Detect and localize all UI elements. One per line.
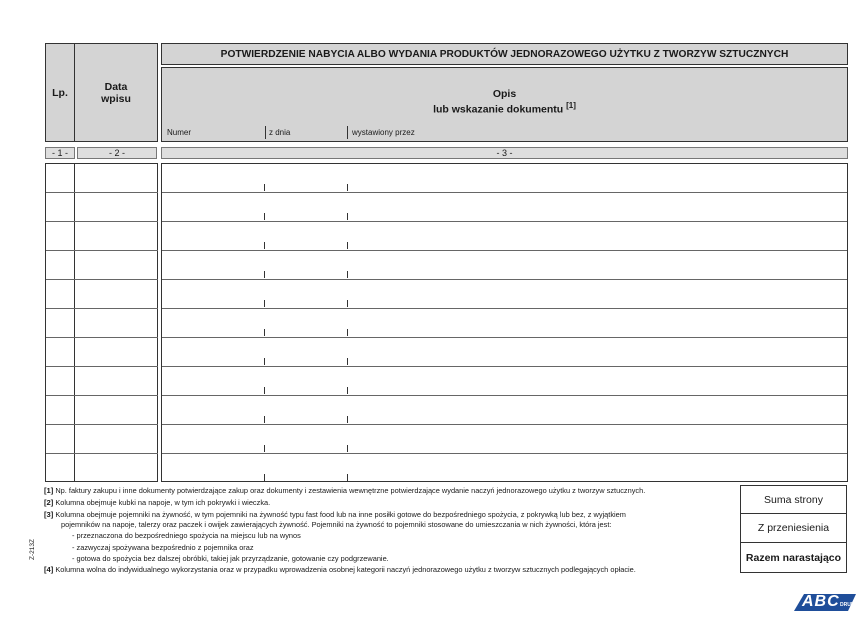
table-row-line-left bbox=[46, 453, 158, 454]
table-row-line-left bbox=[46, 308, 158, 309]
header-opis bbox=[161, 67, 848, 142]
table-row-line-left bbox=[46, 279, 158, 280]
form-title bbox=[161, 43, 848, 65]
row-field-divider bbox=[347, 300, 348, 307]
header-data-wpisu bbox=[74, 43, 158, 142]
row-field-divider bbox=[347, 474, 348, 481]
table-row-line-right bbox=[162, 453, 847, 454]
footnote-4: [4] Kolumna wolna do indywidualnego wykorzystania oraz w przypadku wprowadzenia osobnej kategorii naczyń jednorazowego użytku z tworzyw sztucznych podlegających opłacie. bbox=[44, 565, 636, 574]
table-row-line-left bbox=[46, 192, 158, 193]
sub-header-numer: Numer bbox=[167, 128, 192, 137]
row-field-divider bbox=[347, 242, 348, 249]
sub-header-wystawiony: wystawiony przez bbox=[352, 128, 415, 137]
table-row-line-right bbox=[162, 308, 847, 309]
table-row-line-right bbox=[162, 424, 847, 425]
row-field-divider bbox=[264, 358, 265, 365]
column-number-2: - 2 - bbox=[77, 147, 157, 159]
footnote-2: [2] Kolumna obejmuje kubki na napoje, w tym ich pokrywki i wieczka. bbox=[44, 498, 271, 507]
row-field-divider bbox=[264, 387, 265, 394]
footnote-3: [3] Kolumna obejmuje pojemniki na żywność, w tym pojemniki na żywność typu fast food lub na inne posiłki gotowe do bezpośredniego spożycia, z pokrywką lub bez, z wyjątkiem bbox=[44, 510, 626, 519]
form-title-text: POTWIERDZENIE NABYCIA ALBO WYDANIA PRODUKTÓW JEDNORAZOWEGO UŻYTKU Z TWORZYW SZTUCZNYCH bbox=[220, 48, 789, 60]
sub-header-divider-2 bbox=[347, 126, 348, 139]
row-field-divider bbox=[347, 416, 348, 423]
row-field-divider bbox=[347, 358, 348, 365]
summary-z-przeniesienia: Z przeniesienia bbox=[740, 513, 847, 543]
row-field-divider bbox=[264, 474, 265, 481]
row-field-divider bbox=[347, 213, 348, 220]
row-field-divider bbox=[264, 300, 265, 307]
entry-grid-right bbox=[161, 163, 848, 482]
table-row-line-right bbox=[162, 366, 847, 367]
footnote-3-bullet-1: - przeznaczona do bezpośredniego spożycia na miejscu lub na wynos bbox=[72, 531, 301, 540]
table-row-line-right bbox=[162, 279, 847, 280]
table-row-line-left bbox=[46, 395, 158, 396]
table-row-line-left bbox=[46, 250, 158, 251]
header-data-line1: Data bbox=[104, 80, 128, 93]
table-row-line-right bbox=[162, 250, 847, 251]
row-field-divider bbox=[264, 445, 265, 452]
footnote-3-line2: pojemników na napoje, talerzy oraz paczek i owijek zawierających żywność. Pojemniki na żywność to pojemniki stosowane do umieszczania w nich żywności, która jest: bbox=[61, 520, 612, 529]
sub-header-zdnia: z dnia bbox=[269, 128, 291, 137]
footnote-1: [1] Np. faktury zakupu i inne dokumenty potwierdzające zakup oraz dokumenty i zestawienia wewnętrzne potwierdzające wydanie naczyń jednorazowego użytku z tworzyw sztucznych. bbox=[44, 486, 646, 495]
row-field-divider bbox=[264, 416, 265, 423]
abc-logo bbox=[790, 592, 862, 612]
row-field-divider bbox=[347, 329, 348, 336]
row-field-divider bbox=[264, 242, 265, 249]
entry-grid-left bbox=[45, 163, 158, 482]
table-row-line-left bbox=[46, 337, 158, 338]
form-code: Z-213Z bbox=[29, 539, 36, 560]
footnote-3-bullet-2: - zazwyczaj spożywana bezpośrednio z pojemnika oraz bbox=[72, 543, 254, 552]
table-row-line-left bbox=[46, 424, 158, 425]
table-row-line-right bbox=[162, 337, 847, 338]
column-number-1: - 1 - bbox=[45, 147, 75, 159]
entry-grid-divider bbox=[74, 163, 75, 482]
abc-logo-subtext: DRUKI bbox=[840, 602, 856, 608]
header-data-line2: wpisu bbox=[101, 92, 131, 105]
table-row-line-left bbox=[46, 221, 158, 222]
summary-razem-narastajaco: Razem narastająco bbox=[740, 542, 847, 573]
table-row-line-right bbox=[162, 221, 847, 222]
row-field-divider bbox=[347, 445, 348, 452]
header-opis-ref: [1] bbox=[566, 101, 576, 110]
column-number-3: - 3 - bbox=[161, 147, 848, 159]
header-lp bbox=[45, 43, 75, 142]
sub-header-divider-1 bbox=[265, 126, 266, 139]
row-field-divider bbox=[264, 184, 265, 191]
row-field-divider bbox=[264, 329, 265, 336]
summary-suma-strony: Suma strony bbox=[740, 485, 847, 514]
row-field-divider bbox=[347, 387, 348, 394]
header-opis-line2: lub wskazanie dokumentu [1] bbox=[433, 101, 576, 116]
header-opis-title bbox=[162, 88, 847, 116]
header-lp-label: Lp. bbox=[52, 86, 68, 99]
abc-logo-text: ABC bbox=[802, 593, 840, 610]
row-field-divider bbox=[347, 271, 348, 278]
header-opis-line1: Opis bbox=[492, 88, 517, 100]
table-row-line-left bbox=[46, 366, 158, 367]
row-field-divider bbox=[347, 184, 348, 191]
row-field-divider bbox=[264, 271, 265, 278]
footnote-3-bullet-3: - gotowa do spożycia bez dalszej obróbki, takiej jak przyrządzanie, gotowanie czy podgrzewanie. bbox=[72, 554, 389, 563]
table-row-line-right bbox=[162, 395, 847, 396]
table-row-line-right bbox=[162, 192, 847, 193]
row-field-divider bbox=[264, 213, 265, 220]
